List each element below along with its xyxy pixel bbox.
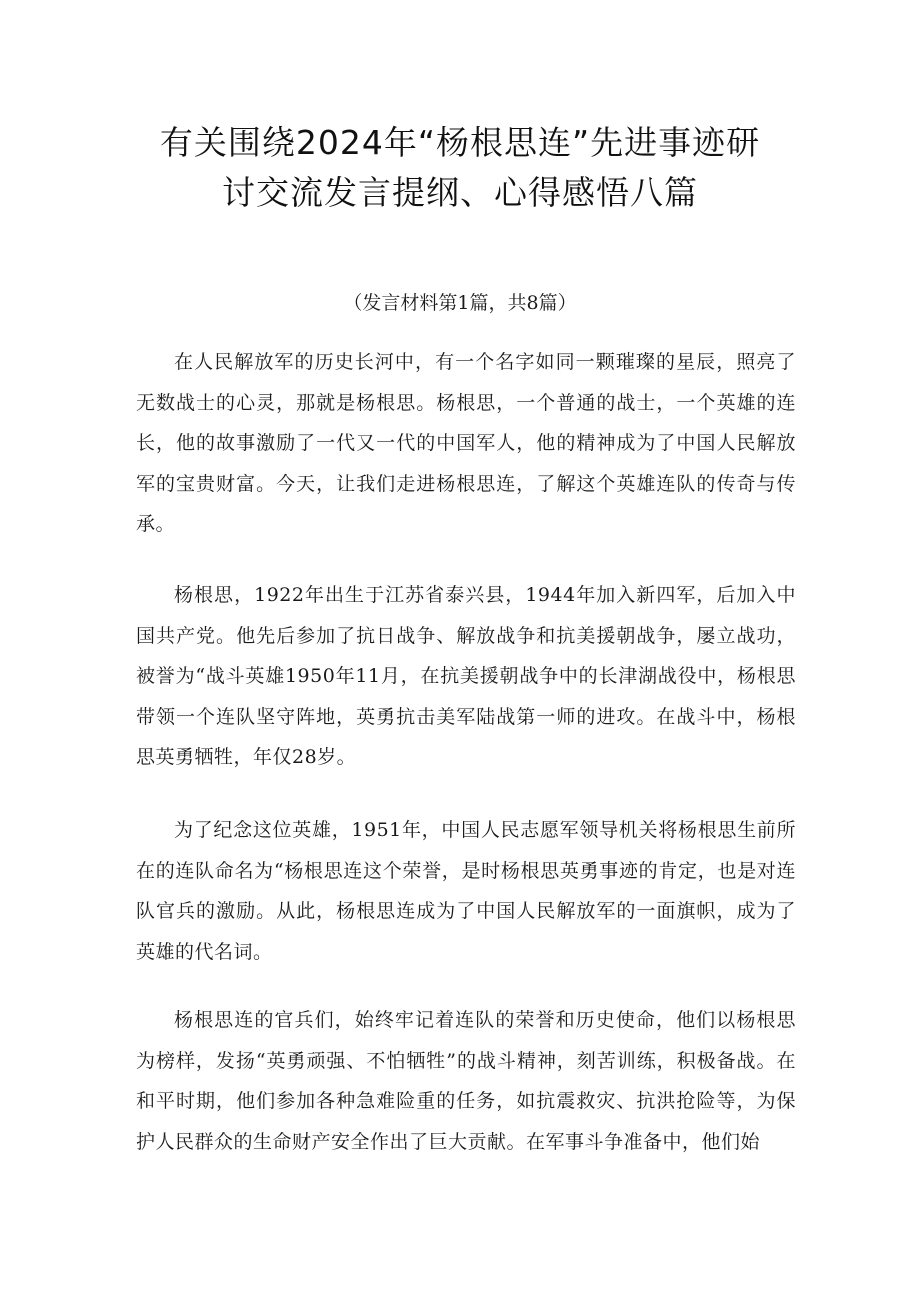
document-title (120, 118, 800, 218)
paragraph-4: 杨根思连的官兵们，始终牢记着连队的荣誉和历史使命，他们以杨根思为榜样，发扬“英勇顽强、不怕牺牲”的战斗精神，刻苦训练，积极备战。在和平时期，他们参加各种急难险重的任务，如抗震救灾、抗洪抢险等，为保护人民群众的生命财产安全作出了巨大贡献。在军事斗争准备中，他们始 (136, 1009, 796, 1153)
paragraph-1: 在人民解放军的历史长河中，有一个名字如同一颗璀璨的星辰，照亮了无数战士的心灵，那就是杨根思。杨根思，一个普通的战士，一个英雄的连长，他的故事激励了一代又一代的中国军人，他的精神成为了中国人民解放军的宝贵财富。今天，让我们走进杨根思连，了解这个英雄连队的传奇与传承。 (136, 351, 796, 535)
document-subtitle: （发言材料第1篇，共8篇） (343, 292, 577, 314)
paragraph-2: 杨根思，1922年出生于江苏省泰兴县，1944年加入新四军，后加入中国共产党。他先后参加了抗日战争、解放战争和抗美援朝战争，屡立战功，被誉为“战斗英雄1950年11月，在抗美援朝战争中的长津湖战役中，杨根思带领一个连队坚守阵地，英勇抗击美军陆战第一师的进攻。在战斗中，杨根思英勇牺牲，年仅28岁。 (136, 584, 796, 768)
title-line-1: 有关围绕2024年“杨根思连”先进事迹研 (159, 123, 761, 162)
title-line-2: 讨交流发言提纲、心得感悟八篇 (222, 173, 698, 212)
paragraph-3: 为了纪念这位英雄，1951年，中国人民志愿军领导机关将杨根思生前所在的连队命名为“杨根思连这个荣誉，是时杨根思英勇事迹的肯定，也是对连队官兵的激励。从此，杨根思连成为了中国人民解放军的一面旗帜，成为了英雄的代名词。 (136, 819, 796, 963)
